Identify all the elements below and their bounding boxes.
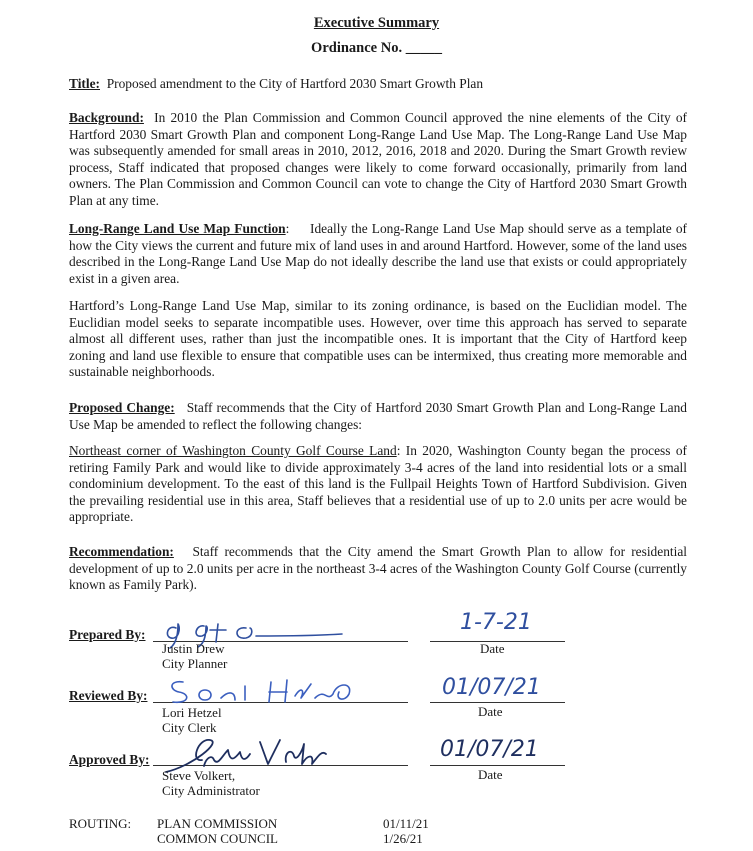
prepared-date-label: Date — [480, 641, 505, 656]
approved-date-handwritten: 01/07/21 — [440, 737, 539, 762]
change-item-title: Northeast corner of Washington County Golf Course Land — [69, 443, 397, 458]
title-label: Title: — [69, 76, 100, 91]
approved-name: Steve Volkert, — [162, 768, 236, 783]
title-text: Proposed amendment to the City of Hartford 2030 Smart Growth Plan — [106, 76, 484, 91]
reviewed-date-handwritten: 01/07/21 — [442, 675, 541, 700]
recommendation-label: Recommendation: — [69, 544, 174, 559]
reviewed-title: City Clerk — [162, 720, 217, 735]
reviewed-date-label: Date — [478, 704, 503, 719]
routing-label: ROUTING: — [69, 816, 132, 831]
proposed-change-paragraph — [69, 400, 687, 433]
routing-body: COMMON COUNCIL — [157, 831, 278, 846]
title-paragraph — [69, 76, 687, 93]
reviewed-date-line — [430, 702, 565, 703]
approved-date-label: Date — [478, 767, 503, 782]
euclidian-paragraph: Hartford’s Long-Range Land Use Map, similar to its zoning ordinance, is based on the Euclidian model. The Euclidian model seeks to separate incompatible uses. However, over time this approach has served to separate almost all different uses, rather than just the incompatible ones. It is important that the City of Hartford keep zoning and land use flexible to ensure that compatible uses can be intermixed, thus creating more memorable and sustainable neighborhoods. — [69, 298, 687, 380]
routing-date: 01/11/21 — [383, 816, 429, 831]
routing-body: PLAN COMMISSION — [157, 816, 278, 831]
map-function-paragraph: Long-Range Land Use Map Function: Ideally the Long-Range Land Use Map should serve as a template of how the City views the current and future mix of land uses in and around Hartford. However, some of the land uses described in the Long-Range Land Use Map do not ideally describe the land use that exists or could appropriately exist in a given area. — [69, 221, 687, 286]
map-function-label: Long-Range Land Use Map Function — [69, 221, 286, 236]
reviewed-by-label: Reviewed By: — [69, 688, 148, 703]
recommendation-text: Staff recommends that the City amend the Smart Growth Plan to allow for residential development of up to 2.0 units per acre in the northeast 3-4 acres of the Washington County Golf Course (currently known as Family Park). — [69, 544, 687, 593]
background-label: Background: — [69, 110, 144, 125]
prepared-by-label: Prepared By: — [69, 627, 146, 642]
approved-by-label: Approved By: — [69, 752, 150, 767]
reviewed-name: Lori Hetzel — [162, 705, 222, 720]
recommendation-paragraph — [69, 544, 687, 594]
reviewed-signature — [165, 676, 365, 706]
approved-date-line — [430, 765, 565, 766]
approved-title: City Administrator — [162, 783, 260, 798]
routing-date: 1/26/21 — [383, 831, 423, 846]
change-item-paragraph: Northeast corner of Washington County Golf Course Land: In 2020, Washington County began the process of retiring Family Park and would like to divide approximately 3-4 acres of the land into residential lots or a small condominium development. To the east of this land is the Fullpail Heights Town of Hartford Subdivision. Given the prevailing residential use in this area, Staff believes that a residential use of up to 2.0 units per acre would be appropriate. — [69, 443, 687, 525]
prepared-date-handwritten: 1-7-21 — [460, 610, 532, 635]
prepared-name: Justin Drew — [162, 641, 225, 656]
prepared-title: City Planner — [162, 656, 228, 671]
change-item-text: In 2020, Washington County began the process of retiring Family Park and would like to divide approximately 3-4 acres of the land into residential lots or a small condominium development. To the east of this land is the Fullpail Heights Town of Hartford Subdivision. Given the prevailing residential use in this area, Staff believes that a residential use of up to 2.0 units per acre would be appropriate. — [69, 443, 687, 525]
proposed-change-text: Staff recommends that the City of Hartford 2030 Smart Growth Plan and Long-Range Land Use Map be amended to reflect the following changes: — [69, 400, 687, 432]
document-title: Executive Summary — [313, 15, 440, 31]
proposed-change-label: Proposed Change: — [69, 400, 175, 415]
ordinance-number: Ordinance No. _____ — [311, 40, 442, 56]
map-function-text: Ideally the Long-Range Land Use Map should serve as a template of how the City views the current and future mix of land uses in and around Hartford. However, some of the land uses described in the Long-Range Land Use Map do not ideally describe the land use that exists or could appropriately exist in a given area. — [69, 221, 687, 286]
background-text: In 2010 the Plan Commission and Common Council approved the nine elements of the City of Hartford 2030 Smart Growth Plan and component Long-Range Land Use Map. The Long-Range Land Use Map was subsequently amended for small areas in 2010, 2012, 2016, 2018 and 2020. During the Smart Growth review process, Staff indicated that proposed changes were likely to come forward occasionally, primarily from land owners. The Plan Commission and Common Council can vote to change the City of Hartford 2030 Smart Growth Plan at any time. — [69, 110, 687, 208]
background-paragraph — [69, 110, 687, 210]
